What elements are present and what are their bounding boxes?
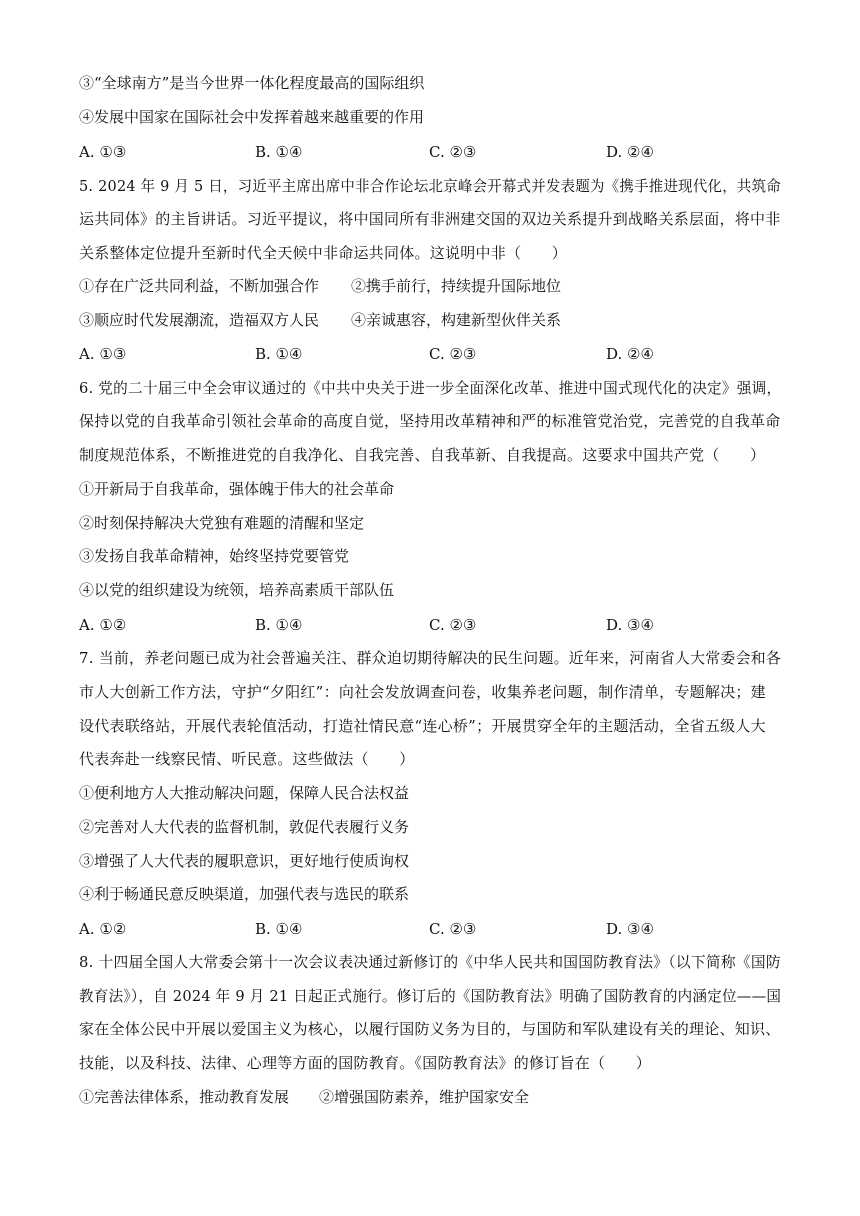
q6-option-b[interactable]: B. ①④ <box>255 616 303 634</box>
q7-stem-line-4: 代表奔赴一线察民情、听民意。这些做法（ ） <box>79 750 415 768</box>
q5-option-a[interactable]: A. ①③ <box>79 345 127 363</box>
q5-statements-row-1 <box>79 276 799 296</box>
q5-stem-line-3: 关系整体定位提升至新时代全天候中非命运共同体。这说明中非（ ） <box>79 244 568 262</box>
q6-statement-3: ③发扬自我革命精神，始终坚持党要管党 <box>79 547 350 565</box>
q5-statement-4: ④亲诚惠容，构建新型伙伴关系 <box>351 311 562 329</box>
q4-option-d[interactable]: D. ②④ <box>606 143 654 161</box>
q4-option-c[interactable]: C. ②③ <box>429 143 477 161</box>
q6-option-a[interactable]: A. ①② <box>79 616 127 634</box>
q5-option-d[interactable]: D. ②④ <box>606 345 654 363</box>
q8-stem-line-1: 8. 十四届全国人大常委会第十一次会议表决通过新修订的《中华人民共和国国防教育法》（以下简称《国防 <box>79 953 781 971</box>
q8-stem-line-2: 教育法》），自 2024 年 9 月 21 日起正式施行。修订后的《国防教育法》明确了国防教育的内涵定位——国 <box>79 987 782 1005</box>
q6-stem-line-3: 制度规范体系，不断推进党的自我净化、自我完善、自我革新、自我提高。这要求中国共产党（ ） <box>79 446 766 464</box>
q7-stem-line-3: 设代表联络站，开展代表轮值活动，打造社情民意“连心桥”；开展贯穿全年的主题活动，全省五级人大 <box>79 717 766 735</box>
q7-option-c[interactable]: C. ②③ <box>429 920 477 938</box>
q8-statement-2: ②增强国防素养，维护国家安全 <box>319 1088 530 1106</box>
q4-option-a[interactable]: A. ①③ <box>79 143 127 161</box>
q4-statement-4: ④发展中国家在国际社会中发挥着越来越重要的作用 <box>79 108 425 126</box>
q5-stem-line-1: 5. 2024 年 9 月 5 日，习近平主席出席中非合作论坛北京峰会开幕式并发表题为《携手推进现代化，共筑命 <box>79 177 781 195</box>
q7-statement-2: ②完善对人大代表的监督机制，敦促代表履行义务 <box>79 818 410 836</box>
q7-statement-3: ③增强了人大代表的履职意识，更好地行使质询权 <box>79 852 410 870</box>
q7-option-b[interactable]: B. ①④ <box>255 920 303 938</box>
q6-option-d[interactable]: D. ③④ <box>606 616 654 634</box>
q8-stem-line-4: 技能，以及科技、法律、心理等方面的国防教育。《国防教育法》的修订旨在（ ） <box>79 1054 652 1072</box>
q7-stem-line-1: 7. 当前，养老问题已成为社会普遍关注、群众迫切期待解决的民生问题。近年来，河南省人大常委会和各 <box>79 649 782 667</box>
q7-statement-1: ①便利地方人大推动解决问题，保障人民合法权益 <box>79 784 410 802</box>
q6-stem-line-1: 6. 党的二十届三中全会审议通过的《中共中央关于进一步全面深化改革、推进中国式现代化的决定》强调， <box>79 379 782 397</box>
q6-options <box>79 615 799 635</box>
q4-statement-3: ③“全球南方”是当今世界一体化程度最高的国际组织 <box>79 74 425 92</box>
q7-option-d[interactable]: D. ③④ <box>606 920 654 938</box>
q6-statement-1: ①开新局于自我革命，强体魄于伟大的社会革命 <box>79 480 395 498</box>
q5-statement-3: ③顺应时代发展潮流，造福双方人民 <box>79 311 320 329</box>
q5-options <box>79 344 799 364</box>
q5-statements-row-2 <box>79 310 799 330</box>
q5-option-c[interactable]: C. ②③ <box>429 345 477 363</box>
q7-option-a[interactable]: A. ①② <box>79 920 127 938</box>
q6-statement-2: ②时刻保持解决大党独有难题的清醒和坚定 <box>79 514 365 532</box>
q5-stem-line-2: 运共同体》的主旨讲话。习近平提议，将中国同所有非洲建交国的双边关系提升到战略关系层面，将中非 <box>79 210 781 228</box>
q6-stem-line-2: 保持以党的自我革命引领社会革命的高度自觉，坚持用改革精神和严的标准管党治党，完善党的自我革命 <box>79 412 781 430</box>
q5-option-b[interactable]: B. ①④ <box>255 345 303 363</box>
q4-options <box>79 142 799 162</box>
q8-statement-1: ①完善法律体系，推动教育发展 <box>79 1088 290 1106</box>
q7-options <box>79 919 799 939</box>
q4-option-b[interactable]: B. ①④ <box>255 143 303 161</box>
q5-statement-2: ②携手前行，持续提升国际地位 <box>351 277 562 295</box>
q6-statement-4: ④以党的组织建设为统领，培养高素质干部队伍 <box>79 581 395 599</box>
q7-statement-4: ④利于畅通民意反映渠道，加强代表与选民的联系 <box>79 885 410 903</box>
q8-stem-line-3: 家在全体公民中开展以爱国主义为核心，以履行国防义务为目的，与国防和军队建设有关的理论、知识、 <box>79 1020 781 1038</box>
q5-statement-1: ①存在广泛共同利益，不断加强合作 <box>79 277 320 295</box>
q8-statements-row-1 <box>79 1087 799 1107</box>
q7-stem-line-2: 市人大创新工作方法，守护“夕阳红”：向社会发放调查问卷，收集养老问题，制作清单，专题解决；建 <box>79 683 766 701</box>
q6-option-c[interactable]: C. ②③ <box>429 616 477 634</box>
